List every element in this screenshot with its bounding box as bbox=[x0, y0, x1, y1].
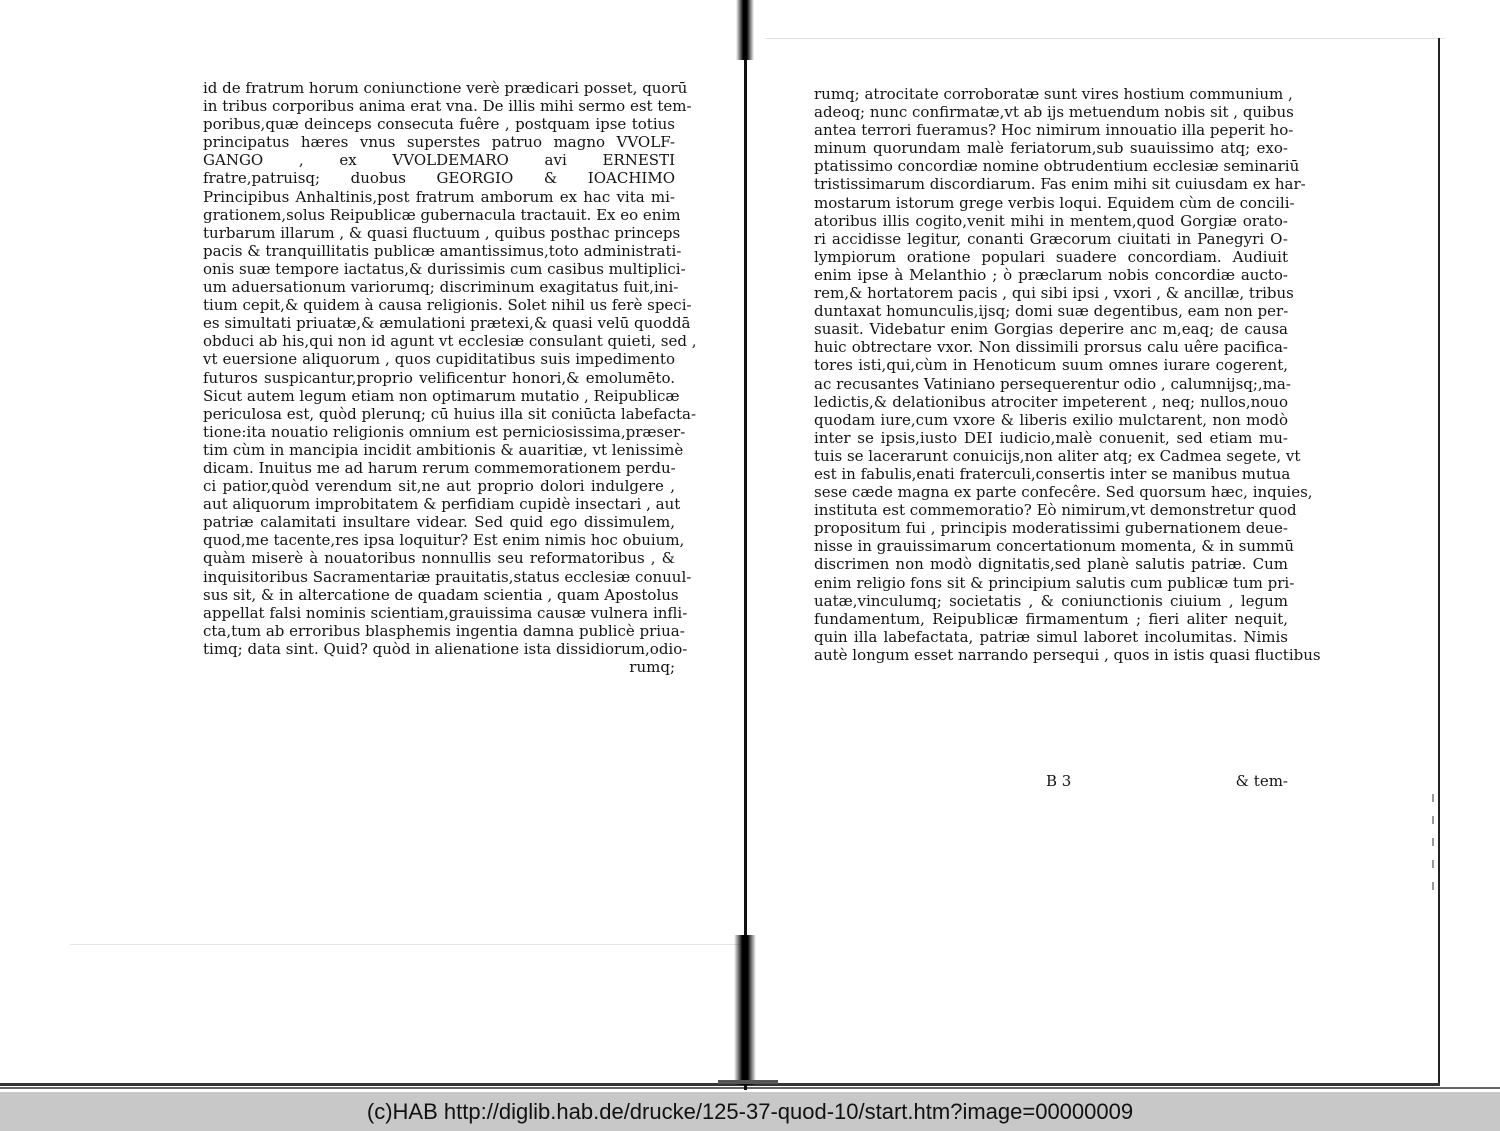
right-page-line: ri accidisse legitur, conanti Græcorum ciuitati in Panegyri O- bbox=[814, 229, 1288, 248]
left-page-line: quàm miserè à nouatoribus nonnullis seu reformatoribus , & bbox=[203, 549, 675, 568]
left-page-line: es simultati priuatæ,& æmulationi prætexi,& quasi velū quoddā bbox=[203, 314, 691, 333]
right-page-line: propositum fui , principis moderatissimi gubernationem deue- bbox=[814, 519, 1288, 538]
left-page-line: tim cùm in mancipia incidit ambitionis & auaritiæ, vt lenissimè bbox=[203, 440, 684, 459]
bottom-frame-shadow bbox=[0, 1087, 1500, 1089]
right-page-line: tristissimarum discordiarum. Fas enim mihi sit cuiusdam ex har- bbox=[814, 175, 1306, 194]
right-frame-edge bbox=[1438, 38, 1440, 1083]
left-page-line: onis suæ tempore iactatus,& durissimis cum casibus multiplici- bbox=[203, 259, 686, 278]
right-page-line: suasit. Videbatur enim Gorgias deperire anc m,eaq; de causa bbox=[814, 320, 1288, 339]
left-page-line: timq; data sint. Quid? quòd in alienatione ista dissidiorum,odio- bbox=[203, 639, 688, 658]
gutter-shadow-bottom bbox=[734, 935, 756, 1085]
right-page-line: enim religio fons sit & principium salutis cum publicæ tum pri- bbox=[814, 573, 1295, 592]
right-page-line: est in fabulis,enati fraterculi,consertis inter se manibus mutua bbox=[814, 464, 1291, 483]
left-page-line: um aduersationum variorumq; discriminum exagitatus fuit,ini- bbox=[203, 278, 679, 297]
left-page-line: poribus,quæ deinceps consecuta fuêre , postquam ipse totius bbox=[203, 115, 675, 134]
left-page-catchword: rumq; bbox=[629, 658, 675, 676]
right-page-line: minum quorundam malè feriatorum,sub suauissimo atq; exo- bbox=[814, 139, 1288, 158]
right-page-line: antea terrori fueramus? Hoc nimirum innouatio illa peperit ho- bbox=[814, 121, 1294, 140]
left-page-line: tione:ita nouatio religionis omnium est perniciosissima,præser- bbox=[203, 422, 686, 441]
left-page-line: turbarum illarum , & quasi fluctuum , quibus posthac princeps bbox=[203, 223, 681, 242]
right-page-line: discrimen non modò dignitatis,sed planè salutis patriæ. Cum bbox=[814, 555, 1288, 574]
left-page-line: ci patior,quòd verendum sit,ne aut proprio dolori indulgere , bbox=[203, 477, 675, 496]
left-page-line: sus sit, & in altercatione de quadam scientia , quam Apostolus bbox=[203, 585, 679, 604]
right-page-top-edge bbox=[765, 38, 1445, 39]
margin-marks bbox=[1428, 780, 1438, 960]
left-page-line: aut aliquorum improbitatem & perfidiam cupidè insectari , aut bbox=[203, 495, 681, 514]
right-page-line: duntaxat homunculis,ijsq; domi suæ degentibus, eam non per- bbox=[814, 302, 1289, 321]
signature-mark: B 3 bbox=[1046, 772, 1072, 790]
right-page-line: inter se ipsis,iusto DEI iudicio,malè conuenit, sed etiam mu- bbox=[814, 428, 1288, 447]
left-page-line: vt euersione aliquorum , quos cupiditatibus suis impedimento bbox=[203, 350, 675, 369]
left-page-line: quod,me tacente,res ipsa loquitur? Est enim nimis hoc obuium, bbox=[203, 531, 685, 550]
left-page-line: periculosa est, quòd plerunq; cū huius illa sit coniūcta labefacta- bbox=[203, 404, 697, 423]
left-page-text bbox=[203, 79, 697, 676]
gutter-base bbox=[718, 1080, 778, 1084]
right-page-line: tuis se lacerarunt conuicijs,non aliter atq; ex Cadmea segete, vt bbox=[814, 446, 1301, 465]
right-page-line: enim ipse à Melanthio ; ò præclarum nobis concordiæ aucto- bbox=[814, 265, 1288, 284]
right-page-line: quin illa labefactata, patriæ simul laboret incolumitas. Nimis bbox=[814, 627, 1288, 646]
right-page-line: rumq; atrocitate corroboratæ sunt vires hostium communium , bbox=[814, 85, 1293, 103]
left-page-line: inquisitoribus Sacramentariæ prauitatis,status ecclesiæ conuul- bbox=[203, 567, 692, 586]
right-page-line: mostarum istorum grege verbis loqui. Equidem cùm de concili- bbox=[814, 193, 1295, 212]
left-page-line: in tribus corporibus anima erat vna. De illis mihi sermo est tem- bbox=[203, 97, 692, 116]
right-page-line: rem,& hortatorem pacis , qui sibi ipsi , vxori , & ancillæ, tribus bbox=[814, 284, 1294, 303]
book-gutter bbox=[744, 0, 747, 1090]
left-page-line: patriæ calamitati insultare videar. Sed quid ego dissimulem, bbox=[203, 513, 675, 532]
right-page-line: adeoq; nunc confirmatæ,vt ab ijs metuendum nobis sit , quibus bbox=[814, 103, 1294, 122]
left-page-line: obduci ab his,qui non id agunt vt ecclesiæ consulant quieti, sed , bbox=[203, 332, 697, 351]
right-page-catchword: & tem- bbox=[1235, 772, 1288, 790]
left-page-line: grationem,solus Reipublicæ gubernacula tractauit. Ex eo enim bbox=[203, 205, 681, 224]
left-page-line: id de fratrum horum coniunctione verè prædicari posset, quorū bbox=[203, 79, 688, 97]
left-page-bottom-edge bbox=[70, 944, 740, 945]
left-page-line: GANGO , ex VVOLDEMARO avi ERNESTI bbox=[203, 151, 675, 170]
left-page-line: dicam. Inuitus me ad harum rerum commemorationem perdu- bbox=[203, 458, 676, 477]
left-page-line: Principibus Anhaltinis,post fratrum amborum ex hac vita mi- bbox=[203, 187, 675, 206]
right-page-line: atoribus illis cogito,venit mihi in mentem,quod Gorgiæ orato- bbox=[814, 211, 1288, 230]
right-page-line: huic obtrectare vxor. Non dissimili prorsus calu uêre pacifica- bbox=[814, 338, 1288, 357]
right-page-line: lympiorum oratione populari suadere concordiam. Audiuit bbox=[814, 247, 1288, 266]
right-page-line: ac recusantes Vatiniano persequerentur odio , calumnijsq;,ma- bbox=[814, 374, 1291, 393]
gutter-shadow-top bbox=[736, 0, 754, 60]
right-page-line: instituta est commemoratio? Eò nimirum,vt demonstretur quod bbox=[814, 501, 1297, 520]
right-page-line: ptatissimo concordiæ nomine obtrudentium ecclesiæ seminariū bbox=[814, 157, 1300, 176]
left-page-line: appellat falsi nominis scientiam,grauissima causæ vulnera infli- bbox=[203, 603, 688, 622]
left-page-line: Sicut autem legum etiam non optimarum mutatio , Reipublicæ bbox=[203, 386, 680, 405]
left-page-line: fratre,patruisq; duobus GEORGIO & IOACHIMO bbox=[203, 169, 675, 188]
right-page-line: sese cæde magna ex parte confecêre. Sed quorsum hæc, inquies, bbox=[814, 483, 1313, 502]
left-page-line: futuros suspicantur,proprio velificentur honori,& emolumēto. bbox=[203, 368, 675, 387]
right-page-line: quodam iure,cum vxore & liberis exilio mulctarent, non modò bbox=[814, 410, 1288, 429]
left-page-line: tium cepit,& quidem à causa religionis. Solet nihil us ferè speci- bbox=[203, 296, 692, 315]
right-page-line: ledictis,& delationibus atrociter impeterent , neq; nullos,nouo bbox=[814, 392, 1288, 411]
left-page-line: principatus hæres vnus superstes patruo magno VVOLF- bbox=[203, 133, 675, 152]
left-page-line: pacis & tranquillitatis publicæ amantissimus,toto administrati- bbox=[203, 241, 682, 260]
right-page-line: fundamentum, Reipublicæ firmamentum ; fieri aliter nequit, bbox=[814, 609, 1288, 628]
left-page-line: cta,tum ab erroribus blasphemis ingentia damna publicè priua- bbox=[203, 621, 685, 640]
right-page-line: autè longum esset narrando persequi , quos in istis quasi fluctibus bbox=[814, 645, 1321, 664]
right-page-line: tores isti,qui,cùm in Henoticum suum omnes iurare cogerent, bbox=[814, 356, 1288, 375]
copyright-caption: (c)HAB http://diglib.hab.de/drucke/125-37-quod-10/start.htm?image=00000009 bbox=[0, 1092, 1500, 1131]
right-page-line: uatæ,vinculumq; societatis , & coniunctionis ciuium , legum bbox=[814, 591, 1288, 610]
right-page-line: nisse in grauissimarum concertationum momenta, & in summū bbox=[814, 537, 1295, 556]
right-page-footer bbox=[814, 772, 1288, 792]
right-page-text bbox=[814, 85, 1321, 664]
